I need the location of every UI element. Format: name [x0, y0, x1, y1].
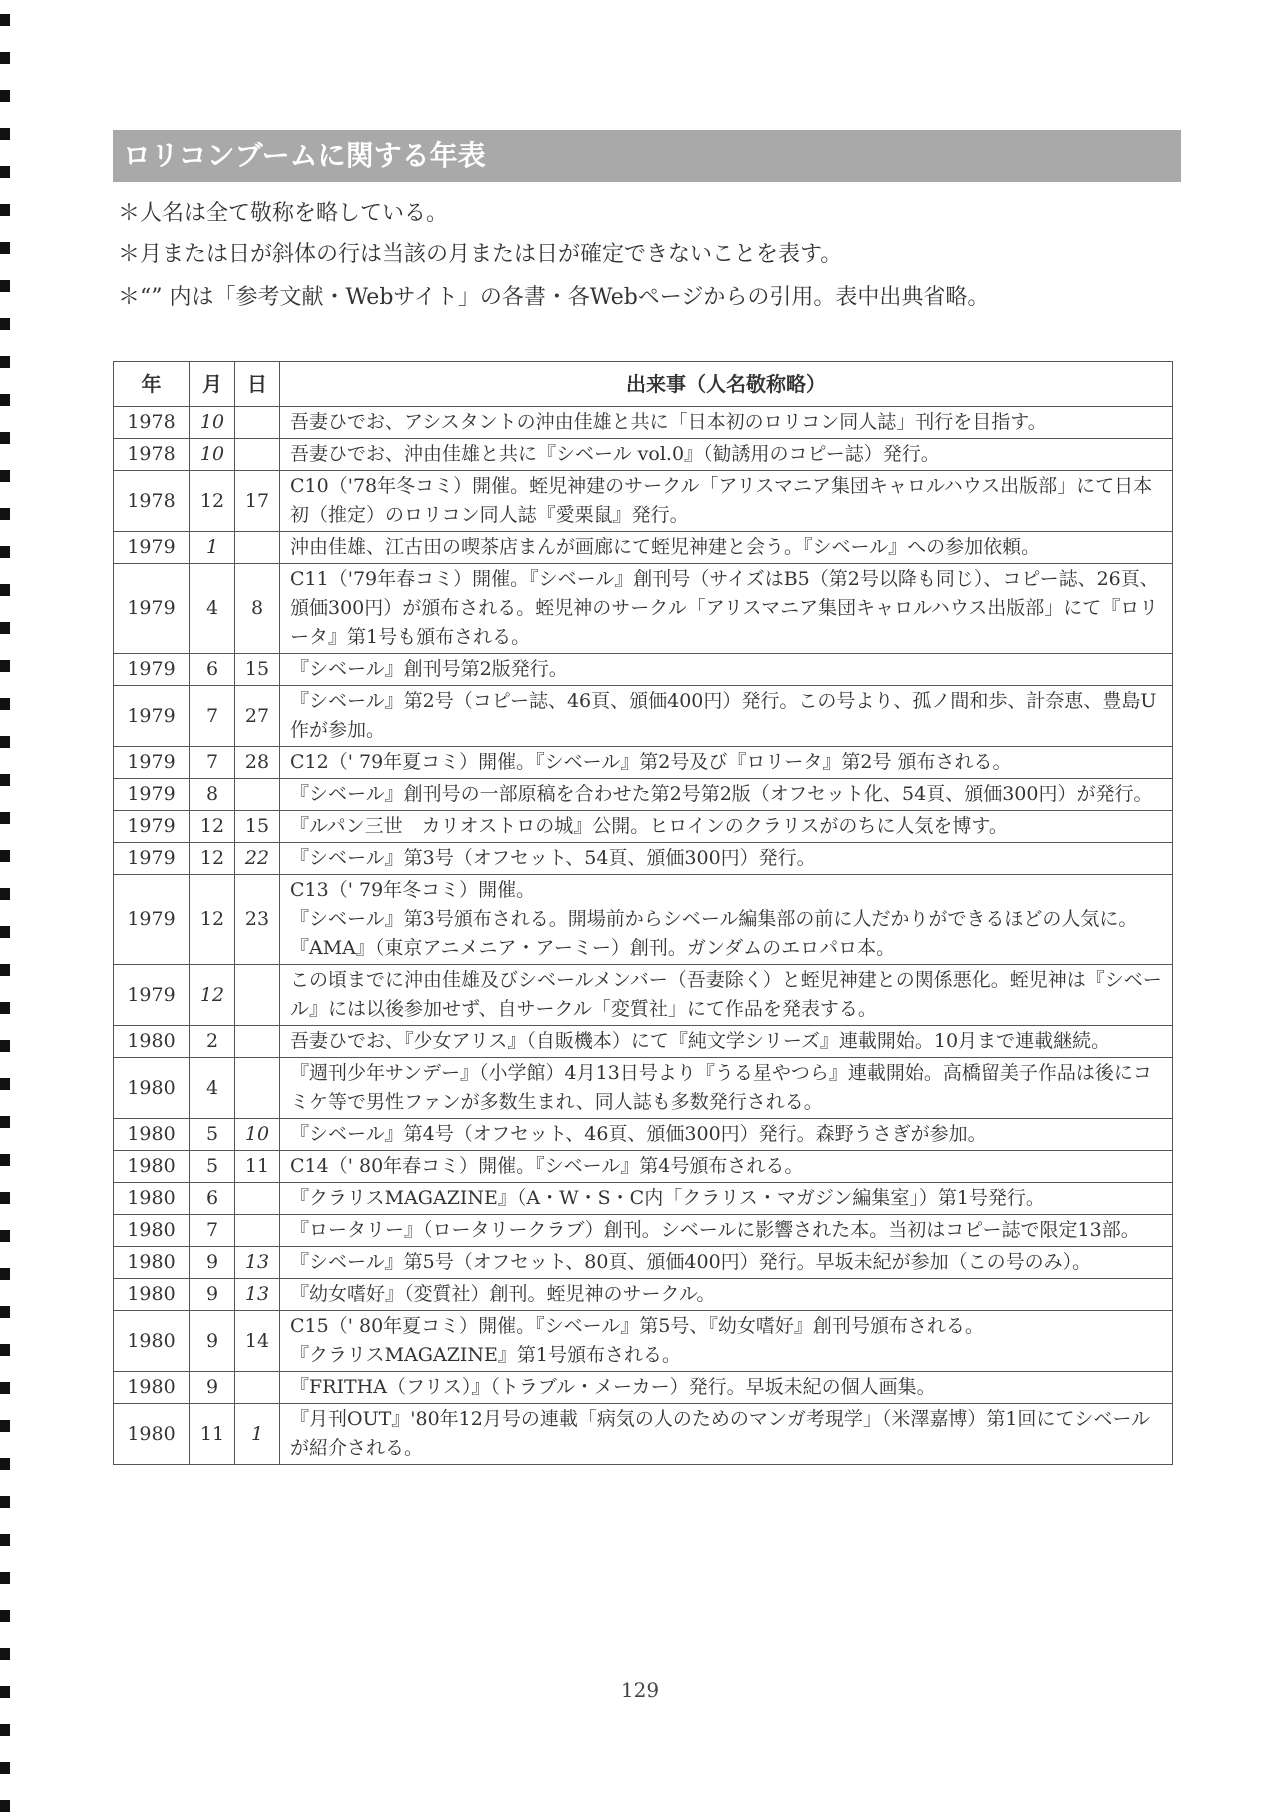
year-cell: 1978 [114, 407, 190, 439]
month-cell: 6 [190, 1183, 235, 1215]
table-row [114, 654, 1173, 686]
binding-holes [0, 0, 10, 1817]
table-header-row [114, 362, 1173, 407]
month-cell: 5 [190, 1119, 235, 1151]
header-year: 年 [114, 362, 190, 407]
event-cell: 沖由佳雄、江古田の喫茶店まんが画廊にて蛭児神建と会う。『シベール』への参加依頼。 [280, 532, 1173, 564]
month-cell: 10 [190, 439, 235, 471]
table-row [114, 965, 1173, 1026]
table-row [114, 1026, 1173, 1058]
month-cell: 1 [190, 532, 235, 564]
day-cell [235, 779, 280, 811]
month-cell: 8 [190, 779, 235, 811]
table-row [114, 1372, 1173, 1404]
day-cell: 23 [235, 875, 280, 965]
event-cell: 『週刊少年サンデー』（小学館）4月13日号より『うる星やつら』連載開始。高橋留美子作品は後にコミケ等で男性ファンが多数生まれ、同人誌も多数発行される。 [280, 1058, 1173, 1119]
year-cell: 1980 [114, 1247, 190, 1279]
month-cell: 12 [190, 875, 235, 965]
year-cell: 1980 [114, 1119, 190, 1151]
day-cell: 14 [235, 1311, 280, 1372]
year-cell: 1979 [114, 747, 190, 779]
month-cell: 5 [190, 1151, 235, 1183]
month-cell: 12 [190, 811, 235, 843]
year-cell: 1978 [114, 439, 190, 471]
event-cell: 『シベール』第4号（オフセット、46頁、頒価300円）発行。森野うさぎが参加。 [280, 1119, 1173, 1151]
day-cell: 22 [235, 843, 280, 875]
table-row [114, 1279, 1173, 1311]
month-cell: 6 [190, 654, 235, 686]
table-row [114, 1404, 1173, 1465]
month-cell: 7 [190, 1215, 235, 1247]
table-row [114, 1119, 1173, 1151]
day-cell: 15 [235, 811, 280, 843]
table-row [114, 747, 1173, 779]
year-cell: 1980 [114, 1311, 190, 1372]
year-cell: 1979 [114, 779, 190, 811]
month-cell: 9 [190, 1311, 235, 1372]
year-cell: 1979 [114, 811, 190, 843]
table-row [114, 1215, 1173, 1247]
day-cell: 27 [235, 686, 280, 747]
year-cell: 1979 [114, 532, 190, 564]
event-cell: 『シベール』創刊号第2版発行。 [280, 654, 1173, 686]
chronology-table [113, 361, 1173, 1465]
month-cell: 12 [190, 843, 235, 875]
day-cell [235, 1183, 280, 1215]
table-row [114, 1058, 1173, 1119]
month-cell: 4 [190, 564, 235, 654]
year-cell: 1980 [114, 1183, 190, 1215]
event-cell: C15（' 80年夏コミ）開催。『シベール』第5号、『幼女嗜好』創刊号頒布される。 『クラリスMAGAZINE』第1号頒布される。 [280, 1311, 1173, 1372]
year-cell: 1979 [114, 965, 190, 1026]
event-cell: 『月刊OUT』'80年12月号の連載「病気の人のためのマンガ考現学」（米澤嘉博）第1回にてシベールが紹介される。 [280, 1404, 1173, 1465]
table-row [114, 1183, 1173, 1215]
event-cell: この頃までに沖由佳雄及びシベールメンバー（吾妻除く）と蛭児神建との関係悪化。蛭児神は『シベール』には以後参加せず、自サークル「変質社」にて作品を発表する。 [280, 965, 1173, 1026]
table-row [114, 407, 1173, 439]
header-day: 日 [235, 362, 280, 407]
table-row [114, 564, 1173, 654]
month-cell: 2 [190, 1026, 235, 1058]
table-row [114, 1311, 1173, 1372]
year-cell: 1979 [114, 686, 190, 747]
table-row [114, 1247, 1173, 1279]
table-row [114, 875, 1173, 965]
year-cell: 1980 [114, 1279, 190, 1311]
year-cell: 1980 [114, 1215, 190, 1247]
table-row [114, 532, 1173, 564]
year-cell: 1980 [114, 1058, 190, 1119]
day-cell [235, 1372, 280, 1404]
event-cell: C14（' 80年春コミ）開催。『シベール』第4号頒布される。 [280, 1151, 1173, 1183]
month-cell: 4 [190, 1058, 235, 1119]
note-3: ＊“” 内は「参考文献・Webサイト」の各書・各Webページからの引用。表中出典省略。 [118, 285, 990, 310]
event-cell: 『ロータリー』（ロータリークラブ）創刊。シベールに影響された本。当初はコピー誌で限定13部。 [280, 1215, 1173, 1247]
table-row [114, 843, 1173, 875]
day-cell: 10 [235, 1119, 280, 1151]
day-cell: 11 [235, 1151, 280, 1183]
month-cell: 9 [190, 1279, 235, 1311]
month-cell: 9 [190, 1247, 235, 1279]
day-cell: 13 [235, 1247, 280, 1279]
year-cell: 1979 [114, 564, 190, 654]
event-cell: 『シベール』創刊号の一部原稿を合わせた第2号第2版（オフセット化、54頁、頒価300円）が発行。 [280, 779, 1173, 811]
table-body [114, 407, 1173, 1465]
event-cell: 吾妻ひでお、アシスタントの沖由佳雄と共に「日本初のロリコン同人誌」刊行を目指す。 [280, 407, 1173, 439]
event-cell: C11（'79年春コミ）開催。『シベール』創刊号（サイズはB5（第2号以降も同じ）、コピー誌、26頁、頒価300円）が頒布される。蛭児神のサークル「アリスマニア集団キャロルハウス出版部」にて『ロリータ』第1号も頒布される。 [280, 564, 1173, 654]
day-cell: 28 [235, 747, 280, 779]
event-cell: C10（'78年冬コミ）開催。蛭児神建のサークル「アリスマニア集団キャロルハウス出版部」にて日本初（推定）のロリコン同人誌『愛栗鼠』発行。 [280, 471, 1173, 532]
day-cell [235, 1215, 280, 1247]
month-cell: 7 [190, 747, 235, 779]
table-row [114, 811, 1173, 843]
table-row [114, 439, 1173, 471]
event-cell: 『シベール』第2号（コピー誌、46頁、頒価400円）発行。この号より、孤ノ間和歩、計奈恵、豊島U作が参加。 [280, 686, 1173, 747]
day-cell: 17 [235, 471, 280, 532]
event-cell: 『ルパン三世 カリオストロの城』公開。ヒロインのクラリスがのちに人気を博す。 [280, 811, 1173, 843]
event-cell: 『幼女嗜好』（変質社）創刊。蛭児神のサークル。 [280, 1279, 1173, 1311]
event-cell: C12（' 79年夏コミ）開催。『シベール』第2号及び『ロリータ』第2号 頒布される。 [280, 747, 1173, 779]
day-cell: 8 [235, 564, 280, 654]
event-cell: 吾妻ひでお、『少女アリス』（自販機本）にて『純文学シリーズ』連載開始。10月まで連載継続。 [280, 1026, 1173, 1058]
day-cell: 1 [235, 1404, 280, 1465]
event-cell: 『シベール』第3号（オフセット、54頁、頒価300円）発行。 [280, 843, 1173, 875]
event-cell: 吾妻ひでお、沖由佳雄と共に『シベール vol.0』（勧誘用のコピー誌）発行。 [280, 439, 1173, 471]
table-row [114, 779, 1173, 811]
event-cell: 『FRITHA（フリス）』（トラブル・メーカー）発行。早坂未紀の個人画集。 [280, 1372, 1173, 1404]
table-row [114, 686, 1173, 747]
year-cell: 1979 [114, 875, 190, 965]
year-cell: 1980 [114, 1151, 190, 1183]
year-cell: 1980 [114, 1372, 190, 1404]
month-cell: 12 [190, 965, 235, 1026]
day-cell [235, 407, 280, 439]
day-cell [235, 532, 280, 564]
day-cell [235, 965, 280, 1026]
day-cell [235, 1026, 280, 1058]
month-cell: 10 [190, 407, 235, 439]
event-cell: 『シベール』第5号（オフセット、80頁、頒価400円）発行。早坂未紀が参加（この号のみ）。 [280, 1247, 1173, 1279]
day-cell [235, 1058, 280, 1119]
table-row [114, 471, 1173, 532]
month-cell: 7 [190, 686, 235, 747]
note-2: ＊月または日が斜体の行は当該の月または日が確定できないことを表す。 [118, 242, 843, 267]
event-cell: 『クラリスMAGAZINE』（A・W・S・C内「クラリス・マガジン編集室」）第1号発行。 [280, 1183, 1173, 1215]
table-row [114, 1151, 1173, 1183]
section-title: ロリコンブームに関する年表 [113, 130, 1181, 182]
header-event: 出来事（人名敬称略） [280, 362, 1173, 407]
day-cell [235, 439, 280, 471]
day-cell: 13 [235, 1279, 280, 1311]
year-cell: 1979 [114, 654, 190, 686]
month-cell: 9 [190, 1372, 235, 1404]
note-1: ＊人名は全て敬称を略している。 [118, 201, 449, 226]
month-cell: 11 [190, 1404, 235, 1465]
year-cell: 1979 [114, 843, 190, 875]
year-cell: 1978 [114, 471, 190, 532]
header-month: 月 [190, 362, 235, 407]
month-cell: 12 [190, 471, 235, 532]
event-cell: C13（' 79年冬コミ）開催。 『シベール』第3号頒布される。開場前からシベール編集部の前に人だかりができるほどの人気に。『AMA』（東京アニメニア・アーミー）創刊。ガンダムのエロパロ本。 [280, 875, 1173, 965]
day-cell: 15 [235, 654, 280, 686]
page-number: 129 [620, 1678, 660, 1702]
year-cell: 1980 [114, 1026, 190, 1058]
year-cell: 1980 [114, 1404, 190, 1465]
